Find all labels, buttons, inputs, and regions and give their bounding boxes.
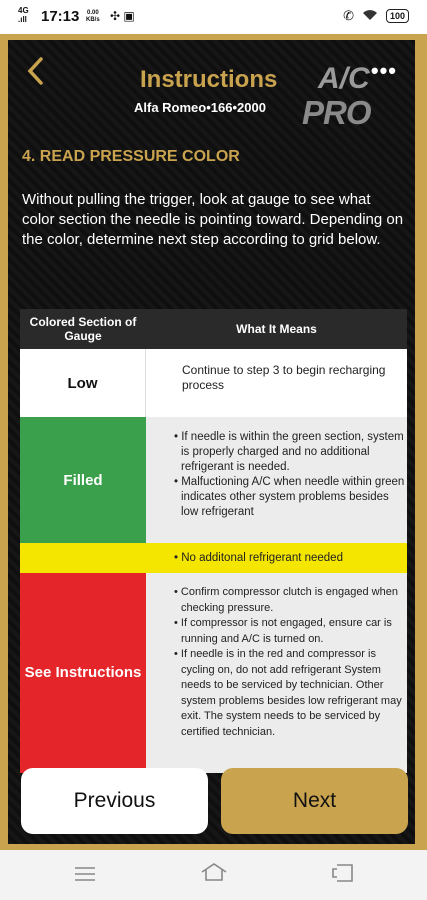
- table-row-filled: [20, 417, 407, 543]
- bullet-item: • If compressor is not engaged, ensure car is running and A/C is turned on.: [174, 617, 392, 645]
- home-icon: [200, 862, 228, 882]
- previous-button[interactable]: Previous: [21, 768, 208, 834]
- table-row-low: [20, 349, 407, 417]
- bullet-item: • If needle is within the green section, system is properly charged and no additional refrigerant is needed.: [174, 431, 404, 473]
- status-bar: [0, 0, 427, 34]
- status-time: 17:13: [41, 8, 80, 25]
- back-button[interactable]: [26, 56, 44, 92]
- network-speed: 0.00 KB/s: [86, 10, 100, 23]
- chevron-left-icon: [26, 56, 44, 86]
- row-label-filled: Filled: [20, 417, 146, 543]
- row-text-red: [146, 573, 407, 773]
- section-heading: 4. READ PRESSURE COLOR: [22, 148, 240, 165]
- battery-indicator: 100: [386, 9, 409, 23]
- row-text-yellow: • No additonal refrigerant needed: [146, 543, 407, 573]
- header-what-it-means: What It Means: [236, 322, 317, 336]
- row-label-red: See Instructions: [20, 573, 146, 773]
- table-row-red: [20, 573, 407, 773]
- more-menu-button[interactable]: •••: [370, 58, 397, 83]
- vehicle-subtitle: Alfa Romeo•166•2000: [134, 100, 266, 115]
- bullet-item: • If needle is in the red and compressor is cycling on, do not add refrigerant System needs to be serviced by technician. Other system problems besides low refrigerant may exit. The system needs to be serviced by certified technician.: [174, 648, 402, 738]
- instructions-text: Without pulling the trigger, look at gauge to see what color section the needle is pointing toward. Depending on the color, determine next step according to grid below.: [22, 191, 404, 248]
- system-nav-bar: [0, 850, 427, 900]
- row-text-low: Continue to step 3 to begin recharging process: [146, 349, 407, 417]
- network-indicator: 4G .ıll: [18, 6, 29, 24]
- row-label-low: Low: [20, 349, 146, 417]
- wifi-icon: [362, 9, 378, 24]
- recent-apps-button[interactable]: [74, 862, 96, 888]
- row-label-yellow: [20, 543, 146, 573]
- next-button[interactable]: Next: [221, 768, 408, 834]
- back-icon: [332, 864, 354, 882]
- gauge-table: [20, 309, 407, 773]
- system-back-button[interactable]: [332, 862, 354, 888]
- row-text-filled: [146, 417, 407, 543]
- menu-icon: [74, 866, 96, 882]
- status-icons-right: [343, 8, 409, 24]
- page-title: Instructions: [140, 66, 278, 93]
- ac-pro-logo: A/C PRO: [302, 62, 371, 131]
- app-content: [8, 40, 415, 844]
- bullet-item: • Malfuctioning A/C when needle within green indicates other system problems besides low refrigerant: [174, 476, 405, 518]
- table-row-yellow: [20, 543, 407, 573]
- home-button[interactable]: [200, 862, 228, 888]
- call-icon: ✆: [343, 8, 354, 23]
- app-frame: [0, 34, 427, 850]
- table-header: [20, 309, 407, 349]
- notification-icons: ✣ ▣: [110, 9, 135, 23]
- bullet-item: • Confirm compressor clutch is engaged when checking pressure.: [174, 586, 398, 614]
- header-colored-section: Colored Section of Gauge: [29, 315, 137, 343]
